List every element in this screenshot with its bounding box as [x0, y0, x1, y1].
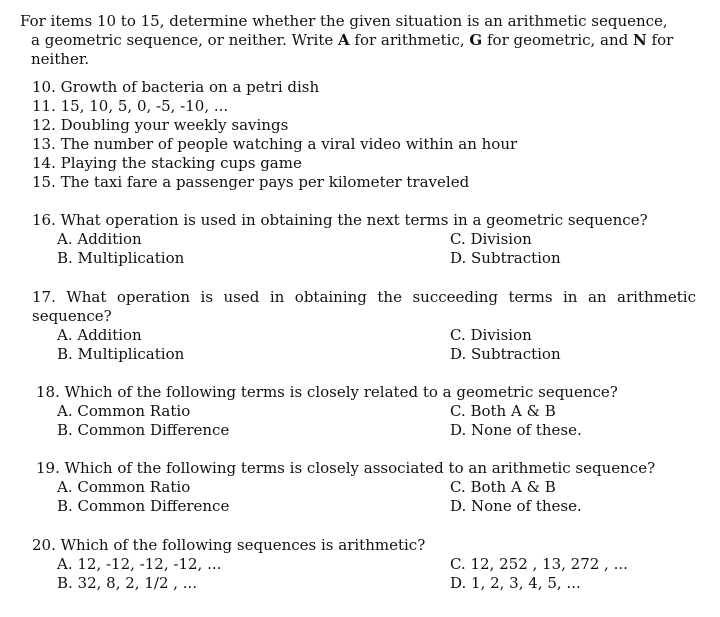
q20-option-b: B. 32, 8, 2, 1/2 , ... — [57, 574, 198, 592]
item-14: 14. Playing the stacking cups game — [32, 154, 302, 172]
q20-stem: 20. Which of the following sequences is arithmetic? — [32, 536, 426, 554]
q16-option-b: B. Multiplication — [57, 249, 185, 267]
q17-stem-line-2: sequence? — [32, 307, 112, 325]
q18-option-b: B. Common Difference — [57, 421, 230, 439]
letter-g: G — [469, 31, 483, 49]
item-15: 15. The taxi fare a passenger pays per kilometer traveled — [32, 173, 470, 191]
instructions-line-2: a geometric sequence, or neither. Write A for arithmetic, G for geometric, and N for — [31, 31, 674, 49]
item-10: 10. Growth of bacteria on a petri dish — [32, 78, 320, 96]
q18-option-a: A. Common Ratio — [57, 402, 191, 420]
letter-n: N — [633, 31, 647, 49]
q19-option-c: C. Both A & B — [450, 478, 556, 496]
item-13: 13. The number of people watching a viral video within an hour — [32, 135, 518, 153]
q16-option-c: C. Division — [450, 230, 532, 248]
q20-option-c: C. 12, 252 , 13, 272 , ... — [450, 555, 628, 573]
q16-option-d: D. Subtraction — [450, 249, 561, 267]
q20-option-d: D. 1, 2, 3, 4, 5, ... — [450, 574, 581, 592]
q20-option-a: A. 12, -12, -12, -12, ... — [57, 555, 222, 573]
q19-option-b: B. Common Difference — [57, 497, 230, 515]
q16-option-a: A. Addition — [57, 230, 142, 248]
instructions — [20, 12, 696, 69]
q17-stem-line-1: 17. What operation is used in obtaining the succeeding terms in an arithmetic — [32, 288, 696, 306]
q18-stem: 18. Which of the following terms is closely related to a geometric sequence? — [36, 383, 618, 401]
q16-stem: 16. What operation is used in obtaining the next terms in a geometric sequence? — [32, 211, 648, 229]
q19-option-d: D. None of these. — [450, 497, 582, 515]
instructions-line-1: For items 10 to 15, determine whether the given situation is an arithmetic sequence, — [20, 12, 668, 30]
q17-option-a: A. Addition — [57, 326, 142, 344]
item-12: 12. Doubling your weekly savings — [32, 116, 289, 134]
item-11: 11. 15, 10, 5, 0, -5, -10, ... — [32, 97, 229, 115]
instructions-line-3: neither. — [31, 50, 90, 68]
q18-option-d: D. None of these. — [450, 421, 582, 439]
q19-option-a: A. Common Ratio — [57, 478, 191, 496]
q17-option-c: C. Division — [450, 326, 532, 344]
q19-stem: 19. Which of the following terms is closely associated to an arithmetic sequence? — [36, 459, 656, 477]
letter-a: A — [338, 31, 350, 49]
q17-option-b: B. Multiplication — [57, 345, 185, 363]
q18-option-c: C. Both A & B — [450, 402, 556, 420]
q17-option-d: D. Subtraction — [450, 345, 561, 363]
